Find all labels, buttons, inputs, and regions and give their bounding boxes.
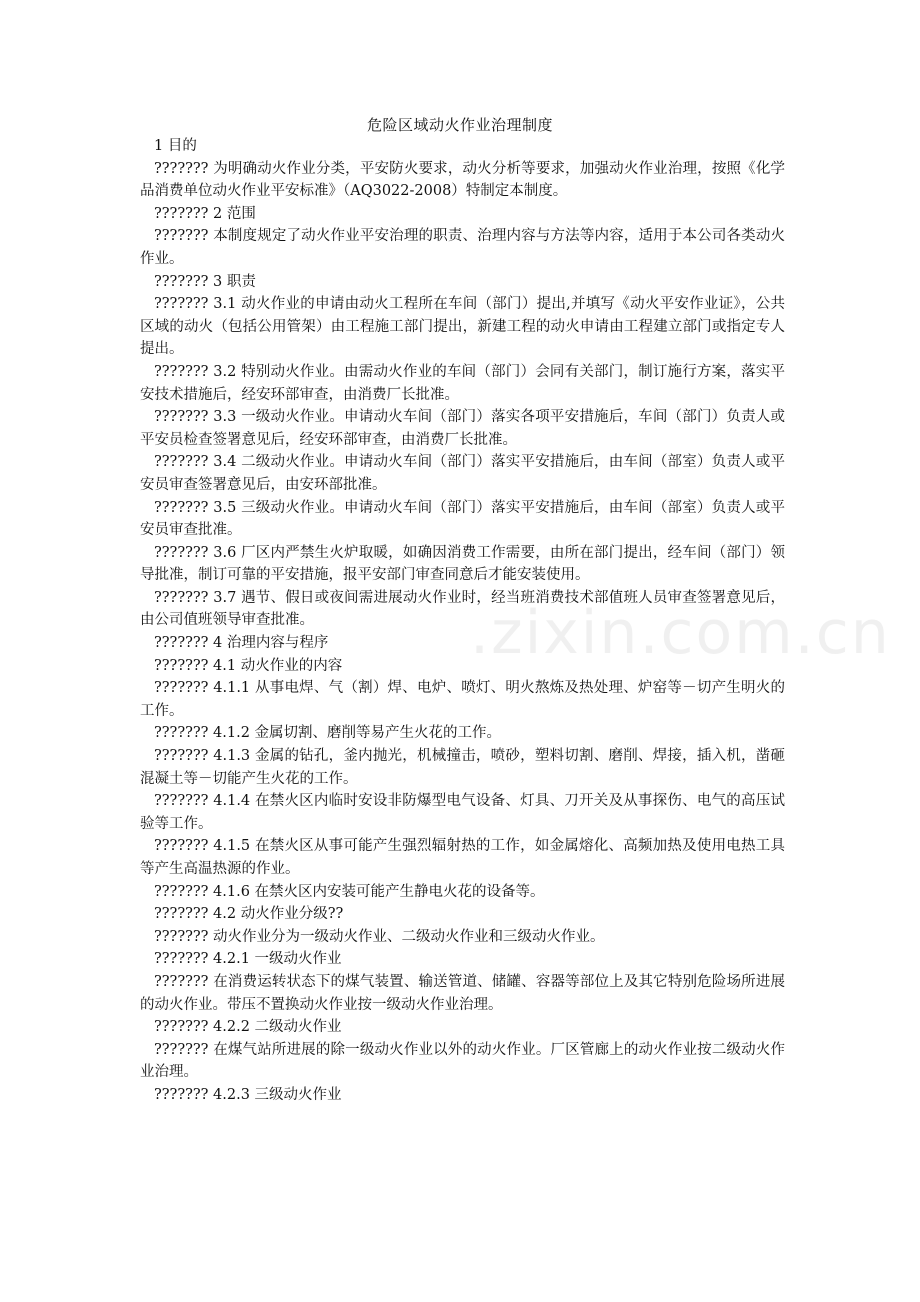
paragraph: ??????? 4.1.2 金属切割、磨削等易产生火花的工作。 [154, 725, 502, 742]
paragraph: ??????? 3.5 三级动火作业。申请动火车间（部门）落实平安措施后，由车间（部室）负责人或平安员审查批准。 [140, 499, 785, 539]
paragraph: ??????? 4.2.2 二级动火作业 [154, 1019, 342, 1036]
paragraph: ??????? 在消费运转状态下的煤气装置、输送管道、储罐、容器等部位上及其它特别危险场所进展的动火作业。带压不置换动火作业按一级动火作业治理。 [140, 973, 785, 1013]
paragraph: ??????? 4.2.1 一级动火作业 [154, 951, 342, 968]
paragraph: ??????? 4.1 动火作业的内容 [154, 657, 343, 674]
paragraph: ??????? 4.1.4 在禁火区内临时安设非防爆型电气设备、灯具、刀开关及从事探伤、电气的高压试验等工作。 [140, 793, 785, 832]
paragraph: ??????? 4.2.3 三级动火作业 [154, 1086, 342, 1103]
paragraph: ??????? 在煤气站所进展的除一级动火作业以外的动火作业。厂区管廊上的动火作业按二级动火作业治理。 [140, 1041, 785, 1081]
paragraph: 1 目的 [154, 138, 197, 154]
paragraph: ??????? 4.2 动火作业分级?? [154, 906, 344, 923]
paragraph: ??????? 4.1.3 金属的钻孔，釜内抛光，机械撞击，喷砂，塑料切割、磨削、焊接，插入机，凿砸混凝土等－切能产生火花的工作。 [140, 748, 785, 787]
watermark: .zixin.com.cn [470, 598, 891, 668]
paragraph: ??????? 3.7 遇节、假日或夜间需进展动火作业时，经当班消费技术部值班人员审查签署意见后，由公司值班领导审查批准。 [140, 589, 785, 629]
paragraph: ??????? 4.1.5 在禁火区从事可能产生强烈辐射热的工作，如金属熔化、高频加热及使用电热工具等产生高温热源的作业。 [140, 838, 785, 877]
document-title: 危险区域动火作业治理制度 [366, 116, 553, 134]
paragraph: ??????? 3.6 厂区内严禁生火炉取暖，如确因消费工作需要，由所在部门提出，经车间（部门）领导批准，制订可靠的平安措施，报平安部门审查同意后才能安装使用。 [140, 544, 785, 584]
paragraph: ??????? 4.1.1 从事电焊、气（割）焊、电炉、喷灯、明火熬炼及热处理、炉窑等－切产生明火的工作。 [140, 680, 785, 719]
paragraph: ??????? 3.3 一级动火作业。申请动火车间（部门）落实各项平安措施后，车间（部门）负责人或平安员检查签署意见后，经安环部审查，由消费厂长批准。 [140, 409, 785, 448]
paragraph: ??????? 为明确动火作业分类，平安防火要求，动火分析等要求，加强动火作业治理，按照《化学品消费单位动火作业平安标准》（AQ3022-2008）特制定本制度。 [140, 160, 785, 200]
paragraph: ??????? 2 范围 [154, 205, 256, 222]
paragraph: ??????? 3.4 二级动火作业。申请动火车间（部门）落实平安措施后，由车间（部室）负责人或平安员审查签署意见后，由安环部批准。 [140, 454, 785, 493]
paragraph: ??????? 3.2 特别动火作业。由需动火作业的车间（部门）会同有关部门，制订施行方案，落实平安技术措施后，经安环部审查，由消费厂长批准。 [140, 363, 785, 403]
paragraph: ??????? 4 治理内容与程序 [154, 635, 329, 652]
paragraph: ??????? 动火作业分为一级动火作业、二级动火作业和三级动火作业。 [154, 928, 605, 945]
paragraph: ??????? 本制度规定了动火作业平安治理的职责、治理内容与方法等内容，适用于本公司各类动火作业。 [140, 228, 785, 267]
paragraph: ??????? 3.1 动火作业的申请由动火工程所在车间（部门）提出,并填写《动火平安作业证》，公共区域的动火（包括公用管架）由工程施工部门提出，新建工程的动火申请由工程建立部门或指定专人提出。 [140, 296, 785, 358]
document-body [140, 135, 785, 1107]
paragraph: ??????? 3 职责 [154, 273, 256, 290]
paragraph: ??????? 4.1.6 在禁火区内安装可能产生静电火花的设备等。 [154, 883, 545, 900]
